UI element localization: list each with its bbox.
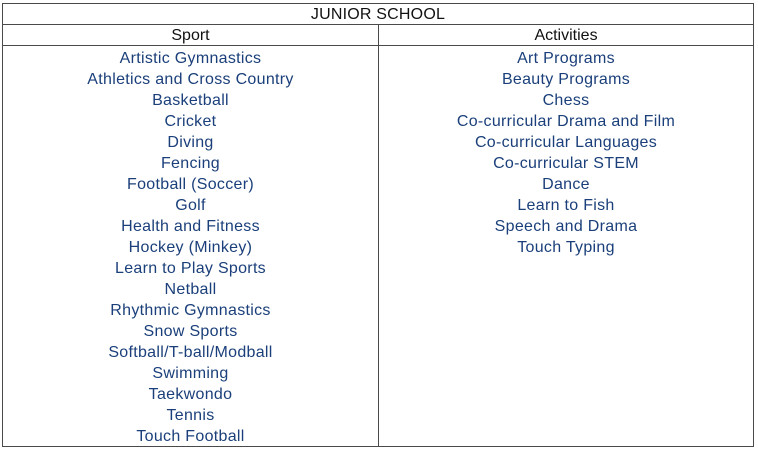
activities-list-item: Art Programs <box>517 50 615 67</box>
sport-list-item: Rhythmic Gymnastics <box>110 302 271 319</box>
junior-school-table <box>2 3 754 447</box>
sport-list-item: Swimming <box>152 365 229 382</box>
sport-list <box>3 48 378 447</box>
sport-list-item: Cricket <box>164 113 217 130</box>
sport-list-item: Golf <box>175 197 206 214</box>
sport-column-header: Sport <box>171 27 210 44</box>
sport-list-item: Health and Fitness <box>121 218 260 235</box>
sport-list-item: Touch Football <box>136 428 245 445</box>
sport-list-item: Football (Soccer) <box>127 176 254 193</box>
activities-list-item: Chess <box>542 92 590 109</box>
sport-list-item: Basketball <box>152 92 229 109</box>
sport-list-item: Athletics and Cross Country <box>87 71 294 88</box>
sport-list-item: Softball/T-ball/Modball <box>108 344 273 361</box>
activities-list-item: Dance <box>542 176 590 193</box>
sport-list-item: Taekwondo <box>148 386 233 403</box>
activities-list-item: Touch Typing <box>517 239 615 256</box>
activities-list-item: Beauty Programs <box>501 71 631 88</box>
sport-list-item: Hockey (Minkey) <box>128 239 253 256</box>
activities-list-item: Speech and Drama <box>494 218 638 235</box>
sport-list-item: Artistic Gymnastics <box>119 50 262 67</box>
activities-list-item: Learn to Fish <box>517 197 615 214</box>
sport-list-item: Learn to Play Sports <box>115 260 266 277</box>
activities-list-item: Co-curricular Drama and Film <box>456 113 676 130</box>
activities-list-item: Co-curricular STEM <box>493 155 639 172</box>
activities-list <box>379 48 753 258</box>
sport-list-item: Diving <box>167 134 214 151</box>
activities-column-header: Activities <box>534 27 598 44</box>
sport-list-item: Netball <box>164 281 217 298</box>
sport-list-item: Snow Sports <box>143 323 238 340</box>
sport-list-item: Tennis <box>166 407 215 424</box>
table-title: JUNIOR SCHOOL <box>3 4 753 25</box>
activities-list-item: Co-curricular Languages <box>474 134 658 151</box>
sport-list-item: Fencing <box>160 155 221 172</box>
